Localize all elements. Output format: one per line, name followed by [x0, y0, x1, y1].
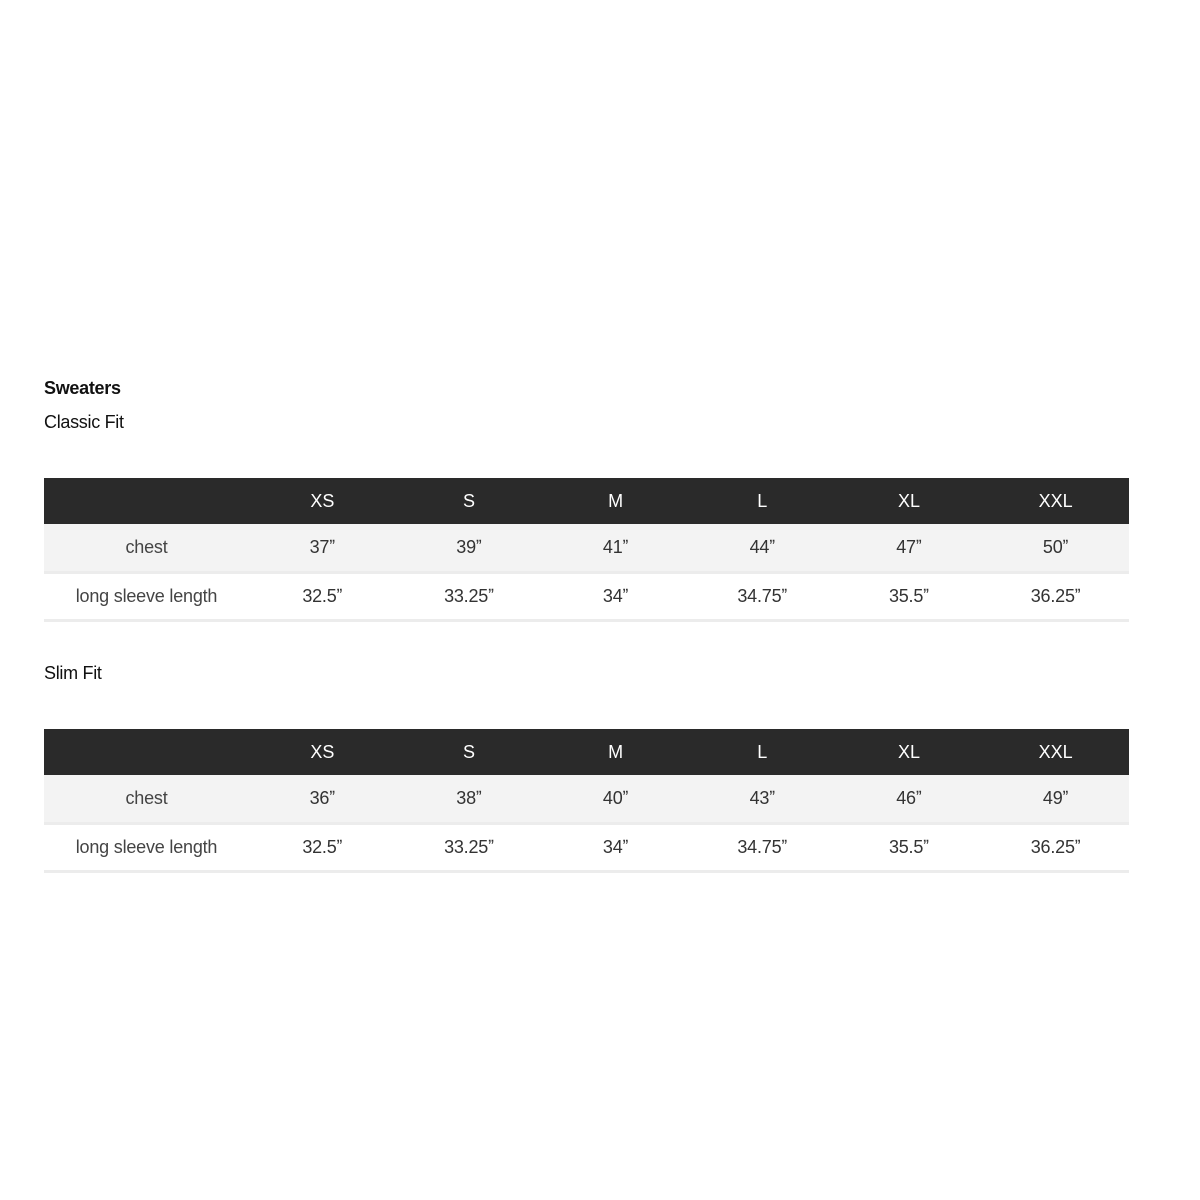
header-empty-cell [44, 729, 249, 775]
table-cell: 34ˮ [602, 836, 629, 857]
table-cell: 40ˮ [602, 787, 629, 808]
row-label: long sleeve length [75, 836, 218, 857]
table-row-chest [44, 524, 1129, 572]
slim-fit-size-table [44, 729, 1129, 873]
table-cell: 37ˮ [309, 536, 336, 557]
table-cell: 35.5ˮ [888, 585, 929, 606]
table-cell: 38ˮ [456, 787, 482, 808]
slim-fit-title: Slim Fit [44, 663, 102, 683]
table-row-chest [44, 775, 1129, 823]
table-cell: 41ˮ [602, 536, 629, 557]
table-cell: 39ˮ [456, 536, 482, 557]
size-header-m: M [608, 490, 624, 511]
table-cell: 33.25ˮ [444, 836, 494, 857]
size-header-xxl: XXL [1038, 490, 1073, 511]
size-header-xl: XL [897, 741, 920, 762]
table-header-row [44, 478, 1129, 524]
size-header-l: L [757, 741, 768, 762]
table-cell: 34.75ˮ [737, 585, 788, 606]
table-cell: 34ˮ [602, 585, 629, 606]
table-cell: 36.25ˮ [1030, 585, 1081, 606]
classic-fit-size-table [44, 478, 1129, 622]
size-header-l: L [757, 490, 768, 511]
row-label: chest [125, 787, 168, 808]
table-cell: 33.25ˮ [444, 585, 494, 606]
row-label: long sleeve length [75, 585, 218, 606]
table-cell: 46ˮ [896, 787, 922, 808]
table-cell: 50ˮ [1042, 536, 1069, 557]
classic-fit-title: Classic Fit [44, 412, 124, 432]
size-header-xl: XL [897, 490, 920, 511]
table-header-row [44, 729, 1129, 775]
table-cell: 47ˮ [896, 536, 922, 557]
size-header-xs: XS [310, 741, 335, 762]
table-cell: 36ˮ [309, 787, 336, 808]
size-header-xs: XS [310, 490, 335, 511]
size-header-s: S [462, 741, 475, 762]
size-header-xxl: XXL [1038, 741, 1073, 762]
size-header-s: S [462, 490, 475, 511]
table-cell: 34.75ˮ [737, 836, 788, 857]
row-label: chest [125, 536, 168, 557]
table-cell: 49ˮ [1042, 787, 1069, 808]
table-cell: 36.25ˮ [1030, 836, 1081, 857]
table-cell: 43ˮ [749, 787, 775, 808]
table-cell: 32.5ˮ [302, 836, 343, 857]
size-header-m: M [608, 741, 624, 762]
table-cell: 35.5ˮ [888, 836, 929, 857]
header-empty-cell [44, 478, 249, 524]
table-cell: 32.5ˮ [302, 585, 343, 606]
table-row-sleeve [44, 823, 1129, 871]
table-row-sleeve [44, 572, 1129, 620]
page-title: Sweaters [44, 378, 121, 398]
table-cell: 44ˮ [749, 536, 775, 557]
